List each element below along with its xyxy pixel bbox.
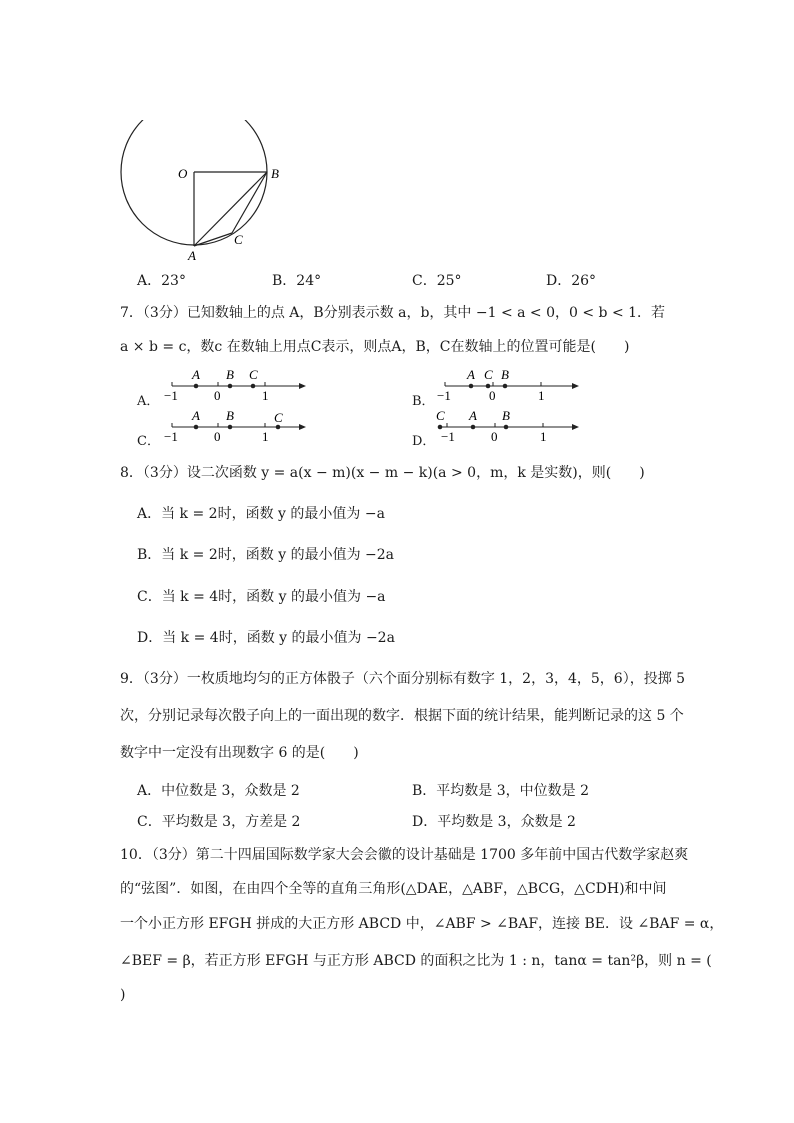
option-letter: B． [272,273,297,289]
point-c: C [436,408,445,423]
q6-option-b [272,270,321,290]
q10-stem-line4: ∠BEF = β，若正方形 EFGH 与正方形 ABCD 的面积之比为 1 : n，tanα = tan²β，则 n = ( [120,953,712,969]
q10-stem-line2: 的“弦图”．如图，在由四个全等的直角三角形(△DAE，△ABF，△BCG，△CDH)和中间 [120,881,667,897]
point-label-a: A [188,248,196,263]
point-c: C [249,367,258,382]
q7-option-d-number-line [433,405,583,445]
tick-1: 1 [262,388,269,403]
q7-option-c-letter: C． [137,434,160,449]
tick-1: 1 [262,429,269,444]
tick-0: 0 [489,388,496,403]
tick-0: 0 [491,429,498,444]
q7-option-d-letter: D． [412,434,436,449]
q7-option-a-letter: A． [137,394,160,409]
q9-stem-line1: 9．（3分）一枚质地均匀的正方体骰子（六个面分别标有数字 1，2，3，4，5，6），投掷 5 [120,671,686,687]
tick-neg1: −1 [441,429,455,444]
tick-0: 0 [214,429,221,444]
point-label-o: O [178,166,188,181]
q10-stem-line1: 10．（3分）第二十四届国际数学家大会会徽的设计基础是 1700 多年前中国古代数学家赵爽 [120,847,689,863]
q8-option-b: B．当 k = 2时，函数 y 的最小值为 −2a [137,547,395,563]
point-a: A [469,408,477,423]
q6-option-d [546,270,596,290]
tick-0: 0 [214,388,221,403]
q10-stem-line5: ) [120,987,126,1003]
q9-option-c: C．平均数是 3，方差是 2 [137,814,301,830]
q8-option-d: D．当 k = 4时，函数 y 的最小值为 −2a [137,630,395,646]
option-letter: A． [137,273,162,289]
q8-option-a: A．当 k = 2时，函数 y 的最小值为 −a [137,506,385,522]
option-text: 24° [296,273,322,289]
option-letter: D． [546,273,572,289]
q8-stem: 8．（3分）设二次函数 y = a(x − m)(x − m − k)(a > 0，m，k 是实数)，则( ) [120,465,645,481]
point-b: B [502,408,510,423]
q10-stem-line3: 一个小正方形 EFGH 拼成的大正方形 ABCD 中，∠ABF > ∠BAF，连接 BE．设 ∠BAF = α， [120,916,724,932]
q8-option-c: C．当 k = 4时，函数 y 的最小值为 −a [137,589,386,605]
point-b: B [226,408,234,423]
q7-option-b-letter: B． [412,394,435,409]
point-b: B [226,367,234,382]
point-b: B [501,367,509,382]
point-c: C [484,367,493,382]
point-label-b: B [271,166,279,181]
q9-option-b: B．平均数是 3，中位数是 2 [412,783,590,799]
q7-option-b-number-line [433,364,583,404]
option-text: 26° [571,273,597,289]
tick-neg1: −1 [437,388,451,403]
point-label-c: C [234,232,243,247]
q7-option-c-number-line [160,405,310,445]
tick-neg1: −1 [164,429,178,444]
tick-1: 1 [538,388,545,403]
option-text: 25° [436,273,462,289]
point-a: A [192,408,200,423]
point-a: A [467,367,475,382]
q9-stem-line3: 数字中一定没有出现数字 6 的是( ) [120,745,359,761]
q6-option-a [137,270,186,290]
q9-option-a: A．中位数是 3，众数是 2 [137,783,300,799]
tick-neg1: −1 [164,388,178,403]
q6-option-c [412,270,462,290]
option-letter: C． [412,273,437,289]
point-c: C [274,410,283,425]
point-a: A [192,367,200,382]
q7-stem-line2: a × b = c，数c 在数轴上用点C表示，则点A，B，C在数轴上的位置可能是( ) [120,339,630,355]
q7-stem-line1: 7．（3分）已知数轴上的点 A，B分别表示数 a，b，其中 −1 < a < 0，0 < b < 1．若 [120,305,666,321]
tick-1: 1 [540,429,547,444]
circle-figure [110,120,290,265]
option-text: 23° [161,273,186,289]
q7-option-a-number-line [160,364,310,404]
q9-stem-line2: 次，分别记录每次骰子向上的一面出现的数字．根据下面的统计结果，能判断记录的这 5 个 [120,708,684,724]
q9-option-d: D．平均数是 3，众数是 2 [412,814,576,830]
